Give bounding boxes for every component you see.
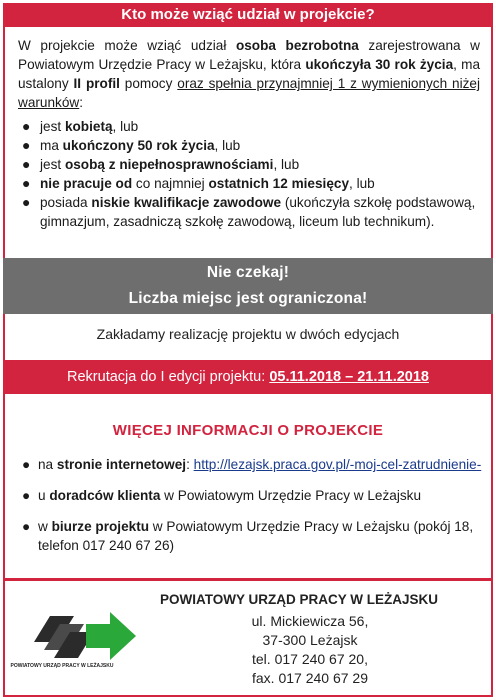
bullet-icon: ● (22, 488, 31, 503)
footer-address (160, 612, 460, 688)
item-bold: biurze projektu (51, 519, 150, 534)
banner-line-2: Liczba miejsc jest ograniczona! (128, 290, 368, 307)
item-bold: stronie internetowej (56, 457, 187, 472)
intro-bold: ukończyła 30 rok życia (305, 57, 454, 72)
list-item (18, 193, 480, 231)
editions-note: Zakładamy realizację projektu w dwóch edycjach (96, 326, 400, 342)
list-item (18, 174, 480, 193)
pup-logo (10, 598, 140, 678)
address-city: 37-300 Leżajsk (262, 632, 358, 648)
section-title: Kto może wziąć udział w projekcie? (3, 3, 493, 27)
bullet-icon: ● (22, 457, 31, 472)
item-bold: ukończony 50 rok życia (62, 138, 215, 153)
bullet-icon: ● (22, 118, 31, 134)
intro-text: W projekcie może wziąć udział (18, 38, 236, 53)
intro-text: : (79, 95, 83, 110)
list-item-advisors (18, 486, 488, 505)
more-info-heading: WIĘCEJ INFORMACJI O PROJEKCIE (112, 422, 384, 439)
footer-divider (3, 578, 493, 581)
address-fax: fax. 017 240 67 29 (252, 670, 368, 686)
info-list (18, 455, 488, 567)
intro-text: zarejestrowana w Powiatowym Urzędzie Pracy w Leżajsku, która (18, 38, 480, 72)
item-bold: nie pracuje od (40, 176, 133, 191)
address-phone: tel. 017 240 67 20, (252, 651, 368, 667)
item-text: na (38, 457, 57, 472)
bullet-icon: ● (22, 175, 31, 191)
list-item-website (18, 455, 488, 474)
arrow-icon (86, 612, 136, 660)
bullet-icon: ● (22, 156, 31, 172)
list-item (18, 117, 480, 136)
item-text: w Powiatowym Urzędzie Pracy w Leżajsku (160, 488, 422, 503)
item-text: , lub (273, 157, 300, 172)
item-bold: niskie kwalifikacje zawodowe (91, 195, 282, 210)
intro-text: pomocy (119, 76, 178, 91)
intro-underlined: oraz spełnia przynajmniej 1 z wymienionych niżej warunków (18, 76, 480, 110)
intro-bold: osoba bezrobotna (235, 38, 359, 53)
address-street: ul. Mickiewicza 56, (251, 613, 369, 629)
recruitment-bar (3, 360, 493, 394)
item-bold: kobietą (64, 119, 113, 134)
bullet-icon: ● (22, 194, 31, 210)
conditions-list (18, 117, 480, 231)
recruitment-label: Rekrutacja do I edycji projektu: (67, 369, 270, 385)
item-text: w (38, 519, 52, 534)
item-bold: osobą z niepełnosprawnościami (64, 157, 274, 172)
item-text: co najmniej (132, 176, 209, 191)
bullet-icon: ● (22, 519, 31, 534)
bullet-icon: ● (22, 137, 31, 153)
list-item-office (18, 517, 488, 555)
item-bold: ostatnich 12 miesięcy (208, 176, 350, 191)
intro-paragraph (18, 36, 480, 112)
list-item (18, 136, 480, 155)
item-bold: doradców klienta (49, 488, 161, 503)
item-text: posiada (40, 195, 92, 210)
list-item (18, 155, 480, 174)
footer-org-name: POWIATOWY URZĄD PRACY W LEŻAJSKU (160, 592, 439, 607)
intro-bold: II profil (73, 76, 120, 91)
item-text: , lub (112, 119, 139, 134)
item-text: jest (40, 157, 65, 172)
recruitment-dates: 05.11.2018 – 21.11.2018 (269, 369, 429, 385)
item-text: u (38, 488, 50, 503)
item-text: w Powiatowym Urzędzie Pracy w Leżajsku (pokój 18, telefon 017 240 67 26) (38, 519, 474, 553)
item-text: : (186, 457, 194, 472)
item-text: (ukończyła szkołę podstawową, gimnazjum, zasadniczą szkołę zawodową, liceum lub technikum). (40, 195, 476, 229)
intro-text: , ma ustalony (18, 57, 481, 91)
logo-text: POWIATOWY URZĄD PRACY W LEŻAJSKU (10, 663, 114, 669)
website-link[interactable]: http://lezajsk.praca.gov.pl/-moj-cel-zatrudnienie- (193, 457, 482, 472)
urgency-banner (3, 258, 493, 314)
item-text: , lub (349, 176, 375, 191)
banner-line-1: Nie czekaj! (206, 264, 290, 281)
item-text: ma (40, 138, 63, 153)
item-text: , lub (214, 138, 241, 153)
item-text: jest (40, 119, 65, 134)
